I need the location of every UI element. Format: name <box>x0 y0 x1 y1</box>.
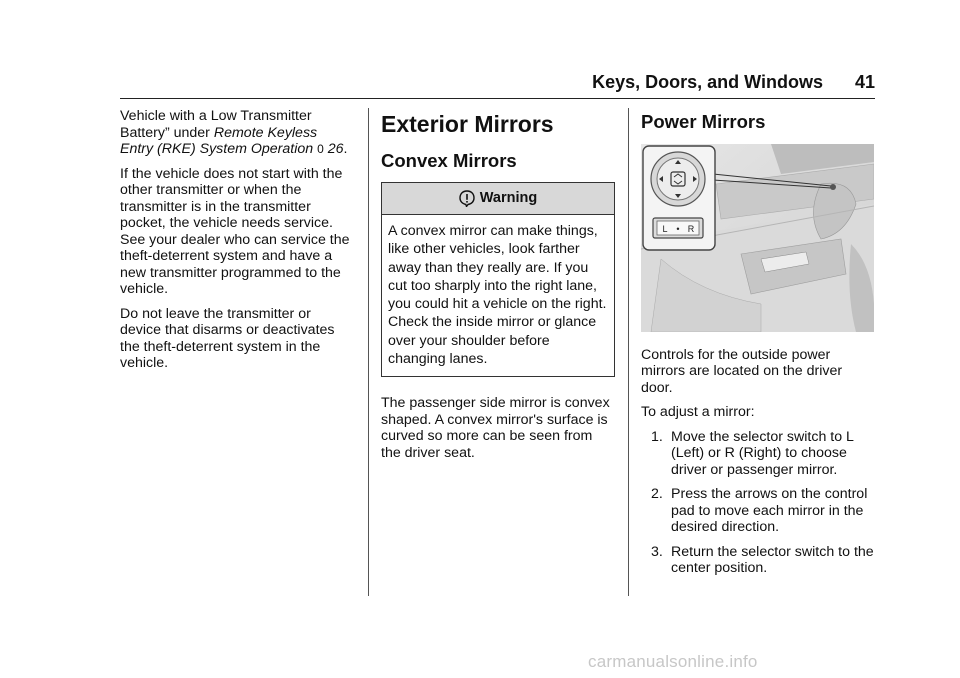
list-item: 3. Return the selector switch to the center position. <box>651 543 874 576</box>
column-1 <box>120 108 352 380</box>
column-divider-1 <box>368 108 369 596</box>
heading-convex-mirrors: Convex Mirrors <box>381 150 517 171</box>
page-reference-icon: 0 <box>317 142 324 156</box>
page-header <box>120 72 875 96</box>
paragraph-low-battery: Vehicle with a Low Transmitter Battery” under Remote Keyless Entry (RKE) System Operation 0 26. <box>120 108 348 157</box>
column-3 <box>641 108 877 585</box>
switch-label-left: L <box>662 224 668 234</box>
watermark: carmanualsonline.info <box>588 652 758 671</box>
power-mirror-controls-illustration <box>641 144 874 332</box>
switch-label-center: • <box>676 224 680 234</box>
paragraph-not-start: If the vehicle does not start with the other transmitter or when the transmitter is in the transmitter pocket, the vehicle needs service. See your dealer who can service the theft-deterrent system and have a new transmitter programmed to the vehicle. <box>120 165 350 297</box>
switch-label-right: R <box>687 224 695 234</box>
paragraph-controls-location: Controls for the outside power mirrors are located on the driver door. <box>641 346 843 396</box>
cross-reference-link[interactable]: Remote Keyless Entry (RKE) System Operation <box>120 124 318 157</box>
warning-box <box>381 182 615 377</box>
adjust-steps-list <box>651 429 877 577</box>
list-item: 1. Move the selector switch to L (Left) or R (Right) to choose driver or passenger mirror. <box>651 428 854 478</box>
warning-header <box>382 183 614 215</box>
paragraph-do-not-leave: Do not leave the transmitter or device that disarms or deactivates the theft-deterrent system in the vehicle. <box>120 305 335 371</box>
paragraph-passenger-mirror: The passenger side mirror is convex shaped. A convex mirror's surface is curved so more can be seen from the driver seat. <box>381 395 610 461</box>
paragraph-adjust-intro: To adjust a mirror: <box>641 404 755 420</box>
section-title: Keys, Doors, and Windows <box>592 72 823 92</box>
heading-exterior-mirrors: Exterior Mirrors <box>381 111 554 137</box>
page-number: 41 <box>854 72 875 92</box>
page-reference-number[interactable]: 26 <box>327 141 344 157</box>
header-divider <box>120 98 875 99</box>
list-item: 2. Press the arrows on the control pad to move each mirror in the desired direction. <box>651 486 868 535</box>
column-2 <box>381 108 615 469</box>
warning-title: Warning <box>479 190 538 207</box>
warning-text: A convex mirror can make things, like other vehicles, look farther away than they really are. If you cut too sharply into the right lane, you could hit a vehicle on the right. Check the inside mirror or glance over your shoulder before changing lanes. <box>388 223 607 368</box>
warning-icon <box>459 190 475 207</box>
heading-power-mirrors: Power Mirrors <box>641 111 766 132</box>
column-divider-2 <box>628 108 629 596</box>
